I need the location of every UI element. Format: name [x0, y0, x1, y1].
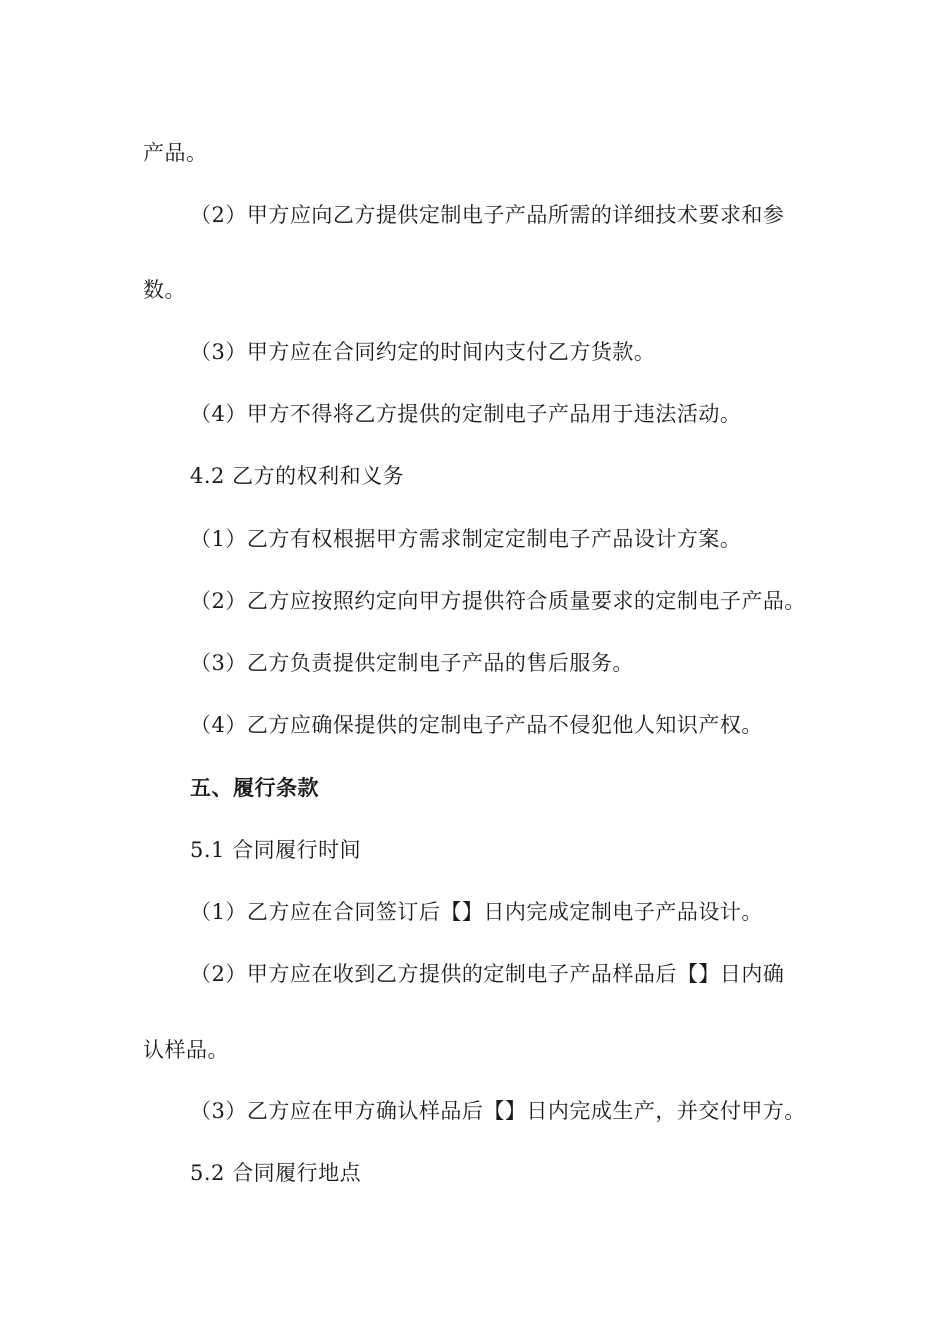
clause-item: （2）乙方应按照约定向甲方提供符合质量要求的定制电子产品。 — [190, 589, 806, 613]
paragraph-continuation: 数。 — [143, 278, 186, 302]
clause-item: （3）甲方应在合同约定的时间内支付乙方货款。 — [190, 340, 656, 364]
clause-item: （1）乙方应在合同签订后【】日内完成定制电子产品设计。 — [190, 900, 763, 924]
subsection-heading: 5.1 合同履行时间 — [190, 838, 362, 862]
clause-item: （3）乙方负责提供定制电子产品的售后服务。 — [190, 651, 634, 675]
clause-item: （2）甲方应在收到乙方提供的定制电子产品样品后【】日内确 — [190, 962, 785, 986]
clause-item: （2）甲方应向乙方提供定制电子产品所需的详细技术要求和参 — [190, 203, 785, 227]
section-heading: 五、履行条款 — [190, 775, 319, 800]
subsection-heading: 5.2 合同履行地点 — [190, 1161, 362, 1185]
paragraph-continuation: 认样品。 — [143, 1038, 229, 1062]
paragraph-continuation: 产品。 — [143, 141, 208, 165]
clause-item: （4）甲方不得将乙方提供的定制电子产品用于违法活动。 — [190, 402, 742, 426]
clause-item: （3）乙方应在甲方确认样品后【】日内完成生产，并交付甲方。 — [190, 1099, 806, 1123]
subsection-heading: 4.2 乙方的权利和义务 — [190, 464, 405, 488]
clause-item: （4）乙方应确保提供的定制电子产品不侵犯他人知识产权。 — [190, 713, 763, 737]
clause-item: （1）乙方有权根据甲方需求制定定制电子产品设计方案。 — [190, 527, 742, 551]
